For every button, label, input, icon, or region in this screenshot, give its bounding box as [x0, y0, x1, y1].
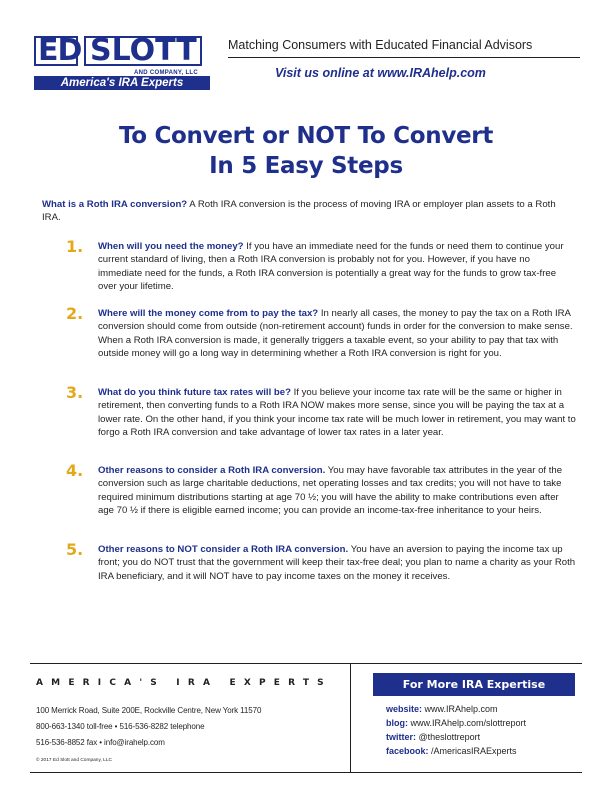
- more-expertise-heading: For More IRA Expertise: [373, 673, 575, 696]
- footer-link-facebook[interactable]: [386, 746, 517, 756]
- step-text: [98, 543, 576, 583]
- footer-link-website[interactable]: [386, 704, 498, 714]
- footer-rule-bottom: [30, 772, 582, 773]
- header-tagline: Matching Consumers with Educated Financial Advisors: [228, 38, 533, 52]
- step-question: Other reasons to NOT consider a Roth IRA conversion.: [98, 544, 349, 555]
- step-question: Where will the money come from to pay the tax?: [98, 308, 319, 319]
- footer-link-twitter[interactable]: [386, 732, 480, 742]
- footer-fax-email: 516-536-8852 fax • info@irahelp.com: [36, 738, 165, 747]
- step-number: 4.: [66, 461, 84, 480]
- logo-ed-text: ED: [38, 33, 82, 68]
- step-number: 3.: [66, 383, 84, 402]
- step-body: If you have an immediate need for the funds or need them to continue your current standard of living, then a Roth IRA conversion is probably not for you. However, if you have no immediate need for the funds, a Roth IRA conversion is potentially a great way for the funds to grow tax-free over your lifetime.: [98, 241, 564, 293]
- link-label: facebook:: [386, 746, 429, 756]
- header-rule: [228, 57, 580, 58]
- link-value[interactable]: @theslottreport: [416, 732, 481, 742]
- visit-url-link[interactable]: www.IRAhelp.com: [377, 66, 486, 80]
- company-logo: [34, 34, 210, 94]
- footer-copyright: © 2017 Ed Slott and Company, LLC: [36, 758, 112, 763]
- step-number: 2.: [66, 304, 84, 323]
- footer-link-blog[interactable]: [386, 718, 526, 728]
- link-value[interactable]: /AmericasIRAExperts: [428, 746, 517, 756]
- footer-address: 100 Merrick Road, Suite 200E, Rockville Centre, New York 11570: [36, 706, 262, 715]
- step-question: Other reasons to consider a Roth IRA conversion.: [98, 465, 326, 476]
- step-question: When will you need the money?: [98, 241, 244, 252]
- step-text: [98, 307, 576, 361]
- footer-rule-top: [30, 663, 582, 664]
- footer-experts-heading: AMERICA'S IRA EXPERTS: [36, 678, 332, 688]
- step-text: [98, 464, 576, 518]
- step-body: You have an aversion to paying the income tax up front; you do NOT trust that the government will keep their tax-free deal; you plan to name a charity as your Roth IRA beneficiary, and it will NOT have to pay income taxes on the money it receives.: [98, 544, 576, 582]
- intro-answer: A Roth IRA conversion is the process of moving IRA or employer plan assets to a Roth IRA.: [42, 199, 556, 224]
- visit-prefix: Visit us online at: [275, 66, 378, 80]
- logo-slott-text: SLOTT: [90, 33, 197, 68]
- step-text: [98, 240, 576, 294]
- page-title-line1: To Convert or NOT To Convert: [118, 123, 494, 149]
- header-visit: [275, 66, 486, 80]
- step-body: In nearly all cases, the money to pay the tax on a Roth IRA conversion should come from outside (non-retirement account) funds in order for the conversion to make sense. When a Roth IRA conversion is made, it generally triggers a taxable event, so your ability to pay that tax with outside money will go a long way in determining whether a Roth IRA conversion is right for you.: [98, 308, 573, 360]
- footer-phone: 800-663-1340 toll-free • 516-536-8282 telephone: [36, 722, 205, 731]
- step-question: What do you think future tax rates will be?: [98, 387, 291, 398]
- step-number: 1.: [66, 237, 84, 256]
- step-body: You may have favorable tax attributes in the year of the conversion such as large charitable deductions, net operating losses and tax credits; you will not have to take required minimum distributions starting at age 70 ½; you will have the ability to make contributions even after age 70 ½ if there is eligible earned income; you can provide an income-tax-free inheritance to your heirs.: [98, 465, 563, 517]
- logo-company-text: AND COMPANY, LLC: [134, 70, 199, 76]
- intro-question: What is a Roth IRA conversion?: [42, 199, 188, 210]
- step-text: [98, 386, 576, 440]
- intro-paragraph: [42, 198, 570, 225]
- step-number: 5.: [66, 540, 84, 559]
- link-label: twitter:: [386, 732, 416, 742]
- link-label: website:: [386, 704, 423, 714]
- link-value[interactable]: www.IRAhelp.com/slottreport: [408, 718, 527, 728]
- footer-divider: [350, 663, 351, 772]
- step-body: If you believe your income tax rate will be the same or higher in retirement, then converting funds to a Roth IRA NOW makes more sense, since you will be paying the tax at a lower rate. On the other hand, if you think your income tax rate will be much lower in retirement, you may want to forgo a Roth IRA conversion and take advantage of lower tax rates in a later year.: [98, 387, 576, 439]
- link-value[interactable]: www.IRAhelp.com: [422, 704, 498, 714]
- logo-tagline: America's IRA Experts: [34, 76, 210, 90]
- link-label: blog:: [386, 718, 408, 728]
- page-title-line2: In 5 Easy Steps: [209, 153, 403, 179]
